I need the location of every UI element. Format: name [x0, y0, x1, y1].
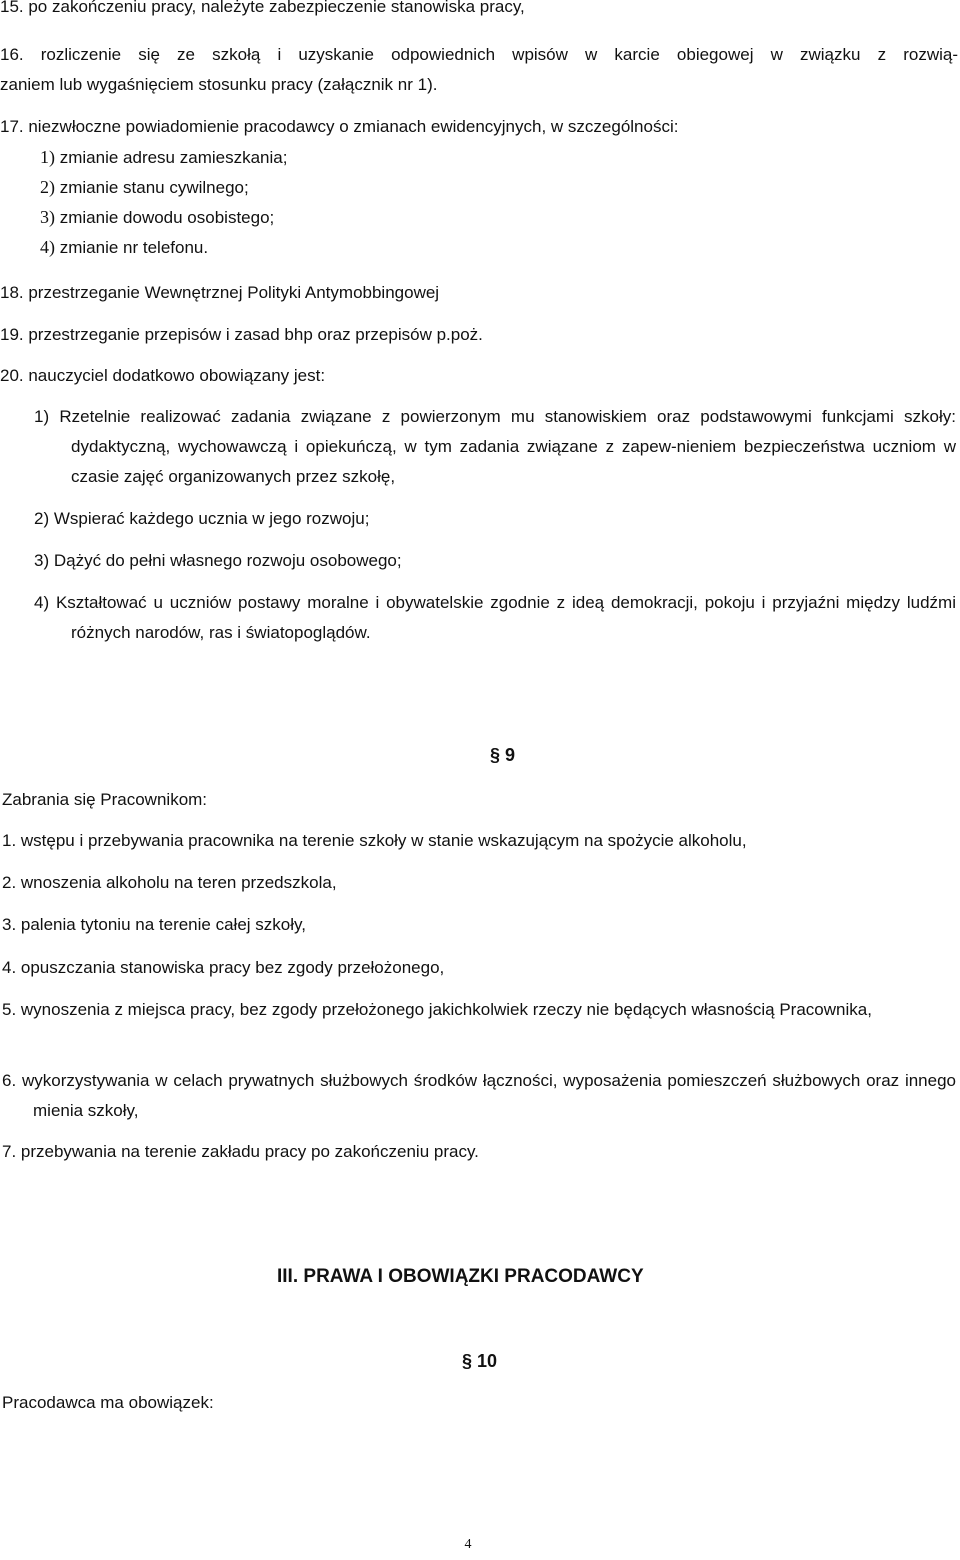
- section-10-heading: § 10: [462, 1351, 498, 1371]
- zabrania-item-6: 6. wykorzystywania w celach prywatnych służbowych środków łączności, wyposażenia pomieszczeń służbowych oraz innego mienia szkoły,: [2, 1071, 956, 1120]
- chapter-heading: III. PRAWA I OBOWIĄZKI PRACODAWCY: [277, 1266, 644, 1287]
- zabrania-item-1: 1. wstępu i przebywania pracownika na terenie szkoły w stanie wskazującym na spożycie alkoholu,: [2, 831, 747, 850]
- list-item-17: 17. niezwłoczne powiadomienie pracodawcy o zmianach ewidencyjnych, w szczególności:: [0, 117, 679, 136]
- list-item-16-line1: 16. rozliczenie się ze szkołą i uzyskanie odpowiednich wpisów w karcie obiegowej w związku z rozwią-: [0, 45, 958, 64]
- sub-item-20-3: 3) Dążyć do pełni własnego rozwoju osobowego;: [34, 551, 402, 570]
- sub-item-20-1: 1) Rzetelnie realizować zadania związane z powierzonym mu stanowiskiem oraz podstawowymi funkcjami szkoły: dydaktyczną, wychowawczą i opiekuńczą, w tym zadania związane z zapew-nieniem bezpieczeństwa uczniom w czasie zajęć organizowanych przez szkołę,: [34, 407, 956, 486]
- zabrania-item-4: 4. opuszczania stanowiska pracy bez zgody przełożonego,: [2, 958, 445, 977]
- zabrania-item-5: 5. wynoszenia z miejsca pracy, bez zgody przełożonego jakichkolwiek rzeczy nie będących własnością Pracownika,: [2, 1000, 872, 1019]
- sub-item-20-4: 4) Kształtować u uczniów postawy moralne i obywatelskie zgodnie z ideą demokracji, pokoju i przyjaźni między ludźmi różnych narodów, ras i światopoglądów.: [34, 593, 956, 642]
- list-item-18: 18. przestrzeganie Wewnętrznej Polityki Antymobbingowej: [0, 283, 440, 302]
- list-item-15: 15. po zakończeniu pracy, należyte zabezpieczenie stanowiska pracy,: [0, 0, 525, 16]
- zabrania-item-2: 2. wnoszenia alkoholu na teren przedszkola,: [2, 873, 337, 892]
- sub-item-17-4: 4) zmianie nr telefonu.: [40, 237, 209, 257]
- pracodawca-intro: Pracodawca ma obowiązek:: [2, 1393, 214, 1412]
- sub-item-17-3: 3) zmianie dowodu osobistego;: [40, 207, 275, 227]
- sub-item-20-2: 2) Wspierać każdego ucznia w jego rozwoju;: [34, 509, 370, 528]
- page-number: 4: [464, 1537, 472, 1552]
- zabrania-item-3: 3. palenia tytoniu na terenie całej szkoły,: [2, 915, 306, 934]
- list-item-16-line2: zaniem lub wygaśnięciem stosunku pracy (załącznik nr 1).: [0, 75, 438, 94]
- zabrania-intro: Zabrania się Pracownikom:: [2, 790, 208, 809]
- section-9-heading: § 9: [490, 745, 516, 765]
- zabrania-item-7: 7. przebywania na terenie zakładu pracy po zakończeniu pracy.: [2, 1142, 479, 1161]
- sub-item-17-2: 2) zmianie stanu cywilnego;: [40, 177, 249, 197]
- sub-item-17-1: 1) zmianie adresu zamieszkania;: [40, 147, 288, 167]
- list-item-19: 19. przestrzeganie przepisów i zasad bhp oraz przepisów p.poż.: [0, 325, 483, 344]
- list-item-20: 20. nauczyciel dodatkowo obowiązany jest:: [0, 366, 326, 385]
- list-item-16: [0, 40, 958, 100]
